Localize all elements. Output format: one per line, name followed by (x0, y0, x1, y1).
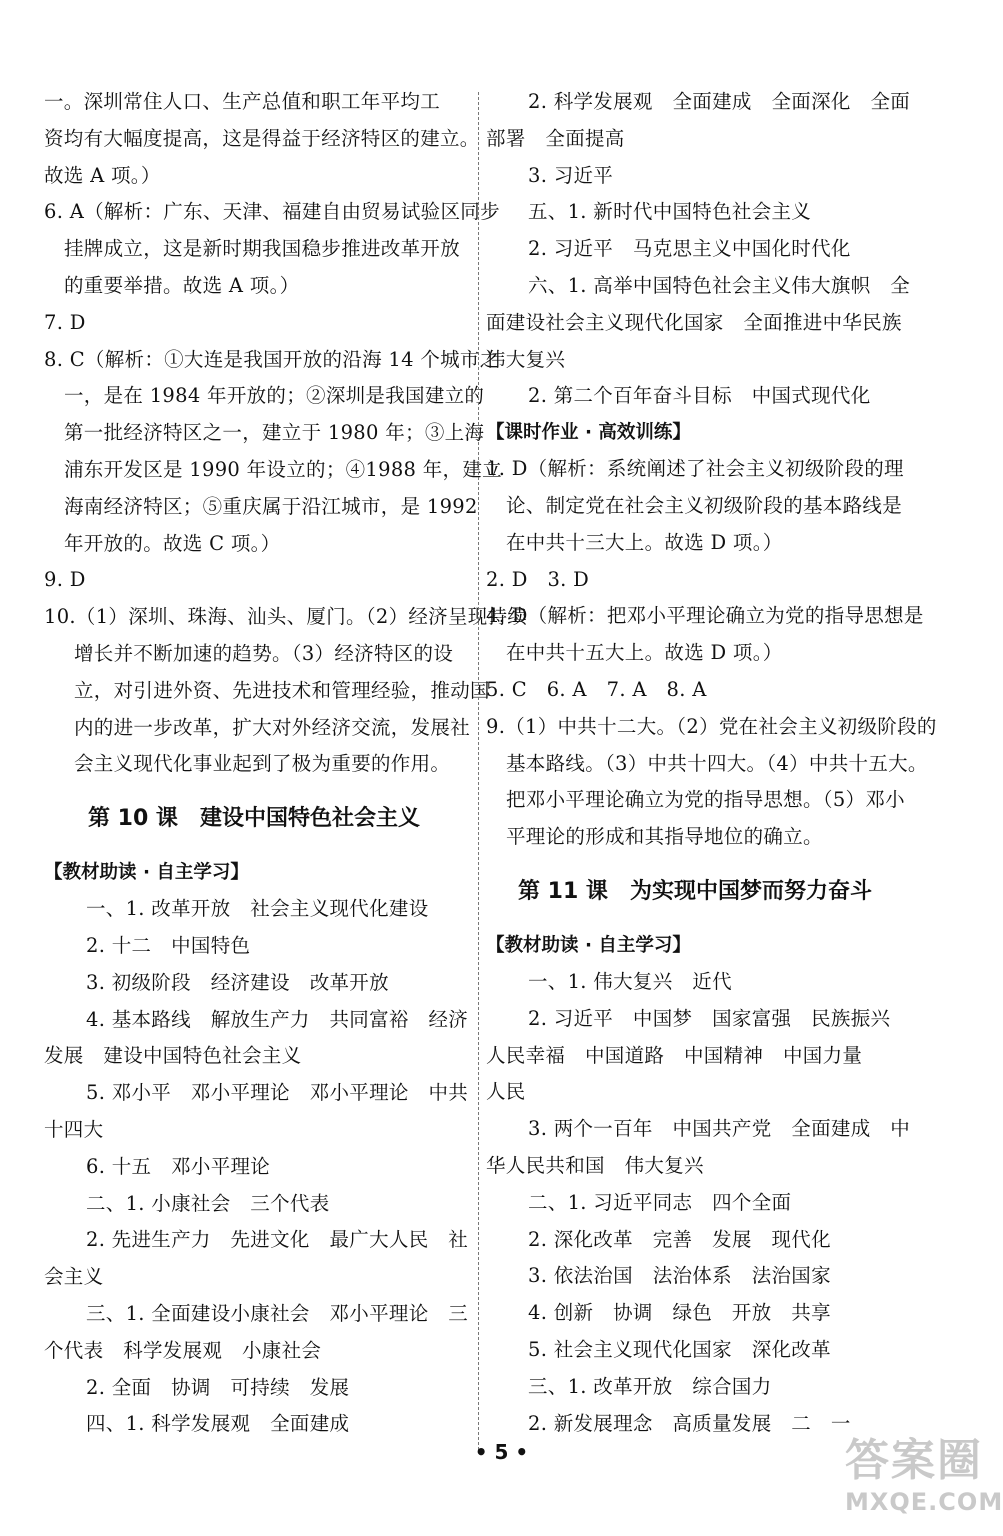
text-line: 一、1. 改革开放 社会主义现代化建设 (86, 897, 429, 921)
section-label: 【教材助读 · 自主学习】 (486, 934, 691, 956)
text-line: 伟大复兴 (486, 347, 566, 371)
text-line: 2. 科学发展观 全面建成 全面深化 全面 (528, 90, 911, 113)
text-line: 人民 (486, 1080, 526, 1104)
text-line: 3. 初级阶段 经济建设 改革开放 (86, 970, 389, 994)
text-line: 2. 深化改革 完善 发展 现代化 (528, 1227, 831, 1251)
text-line: 十四大 (44, 1117, 104, 1141)
text-line: 9.（1）中共十二大。（2）党在社会主义初级阶段的 (486, 714, 937, 738)
text-line: 2. 习近平 马克思主义中国化时代化 (528, 237, 851, 261)
lesson-title: 为实现中国梦而努力奋斗 (629, 878, 872, 904)
text-line: 的重要举措。故选 A 项。） (64, 273, 300, 297)
text-line: 二、1. 习近平同志 四个全面 (528, 1190, 792, 1214)
text-line: 基本路线。（3）中共十四大。（4）中共十五大。 (506, 751, 928, 775)
text-line: 2. 全面 协调 可持续 发展 (86, 1375, 350, 1399)
text-line: 面建设社会主义现代化国家 全面推进中华民族 (486, 310, 902, 334)
lesson-number: 第 10 课 (88, 806, 178, 832)
text-line: 论、制定党在社会主义初级阶段的基本路线是 (506, 493, 903, 517)
text-line: 2. 第二个百年奋斗目标 中国式现代化 (528, 384, 871, 408)
text-line: 在中共十三大上。故选 D 项。） (506, 530, 783, 554)
text-line: 7. D (44, 310, 86, 334)
text-line: 增长并不断加速的趋势。（3）经济特区的设 (74, 641, 454, 665)
text-line: 立，对引进外资、先进技术和管理经验，推动国 (74, 678, 490, 702)
text-line: 会主义 (44, 1265, 104, 1289)
text-line: 把邓小平理论确立为党的指导思想。（5）邓小 (506, 788, 905, 812)
column-divider (478, 92, 479, 1450)
text-line: 会主义现代化事业起到了极为重要的作用。 (74, 752, 451, 776)
text-line: 海南经济特区；⑤重庆属于沿江城市，是 1992 (64, 494, 478, 518)
text-line: 六、1. 高举中国特色社会主义伟大旗帜 全 (528, 273, 911, 297)
text-line: 4. 创新 协调 绿色 开放 共享 (528, 1301, 831, 1325)
text-line: 2. 先进生产力 先进文化 最广大人民 社 (86, 1228, 469, 1252)
text-line: 二、1. 小康社会 三个代表 (86, 1191, 330, 1215)
text-line: 5. C 6. A 7. A 8. A (486, 677, 707, 701)
watermark-top-text: 答案圈 (845, 1435, 983, 1486)
text-line: 3. 依法治国 法治体系 法治国家 (528, 1264, 831, 1288)
lesson-number: 第 11 课 (518, 878, 608, 904)
text-line: 3. 两个一百年 中国共产党 全面建成 中 (528, 1117, 911, 1141)
text-line: 2. 习近平 中国梦 国家富强 民族振兴 (528, 1006, 891, 1030)
text-line: 个代表 科学发展观 小康社会 (44, 1338, 322, 1362)
text-line: 一、1. 伟大复兴 近代 (528, 969, 732, 993)
text-line: 8. C（解析：①大连是我国开放的沿海 14 个城市之 (44, 347, 500, 371)
text-line: 故选 A 项。） (44, 163, 161, 187)
text-line: 内的进一步改革，扩大对外经济交流，发展社 (74, 715, 471, 739)
watermark-logo (845, 1435, 1003, 1528)
right-column (486, 84, 937, 1442)
text-line: 浦东开发区是 1990 年设立的；④1988 年，建立 (64, 457, 502, 481)
text-line: 华人民共和国 伟大复兴 (486, 1153, 704, 1177)
text-line: 发展 建设中国特色社会主义 (44, 1044, 302, 1068)
text-line: 6. 十五 邓小平理论 (86, 1154, 271, 1178)
text-line: 2. 十二 中国特色 (86, 933, 251, 957)
text-line: 三、1. 全面建设小康社会 邓小平理论 三 (86, 1301, 469, 1325)
text-line: 1. D（解析：系统阐述了社会主义初级阶段的理 (486, 457, 904, 481)
text-line: 4. 基本路线 解放生产力 共同富裕 经济 (86, 1007, 469, 1031)
lesson-11-heading (486, 856, 911, 928)
text-line: 2. D 3. D (486, 567, 590, 591)
text-line: 10.（1）深圳、珠海、汕头、厦门。（2）经济呈现持续 (44, 605, 528, 629)
lesson-10-heading (44, 783, 470, 855)
text-line: 9. D (44, 568, 86, 592)
text-line: 三、1. 改革开放 综合国力 (528, 1374, 772, 1398)
text-line: 3. 习近平 (528, 163, 614, 187)
lesson-title: 建设中国特色社会主义 (199, 806, 420, 832)
text-line: 部署 全面提高 (486, 126, 625, 150)
text-line: 5. 社会主义现代化国家 深化改革 (528, 1337, 831, 1361)
text-line: 5. 邓小平 邓小平理论 邓小平理论 中共 (86, 1081, 469, 1105)
section-label: 【教材助读 · 自主学习】 (44, 862, 249, 884)
text-line: 第一批经济特区之一，建立于 1980 年；③上海 (64, 421, 485, 445)
text-line: 资均有大幅度提高，这是得益于经济特区的建立。 (44, 126, 480, 150)
text-line: 一，是在 1984 年开放的；②深圳是我国建立的 (64, 384, 485, 408)
text-line: 6. A（解析：广东、天津、福建自由贸易试验区同步 (44, 200, 500, 224)
text-line: 挂牌成立，这是新时期我国稳步推进改革开放 (64, 237, 461, 261)
text-line: 2. 新发展理念 高质量发展 二 一 (528, 1411, 851, 1435)
text-line: 四、1. 科学发展观 全面建成 (86, 1412, 350, 1436)
text-line: 一。深圳常住人口、生产总值和职工年平均工 (44, 90, 441, 113)
text-line: 人民幸福 中国道路 中国精神 中国力量 (486, 1043, 863, 1067)
text-line: 年开放的。故选 C 项。） (64, 531, 281, 555)
page-number: • 5 • (474, 1440, 529, 1464)
text-line: 4. D（解析：把邓小平理论确立为党的指导思想是 (486, 604, 924, 628)
watermark-bottom-text: MXQE.COM (845, 1488, 1003, 1516)
text-line: 在中共十五大上。故选 D 项。） (506, 641, 783, 665)
section-label: 【课时作业 · 高效训练】 (486, 422, 691, 444)
text-line: 平理论的形成和其指导地位的确立。 (506, 825, 823, 849)
text-line: 五、1. 新时代中国特色社会主义 (528, 200, 812, 224)
